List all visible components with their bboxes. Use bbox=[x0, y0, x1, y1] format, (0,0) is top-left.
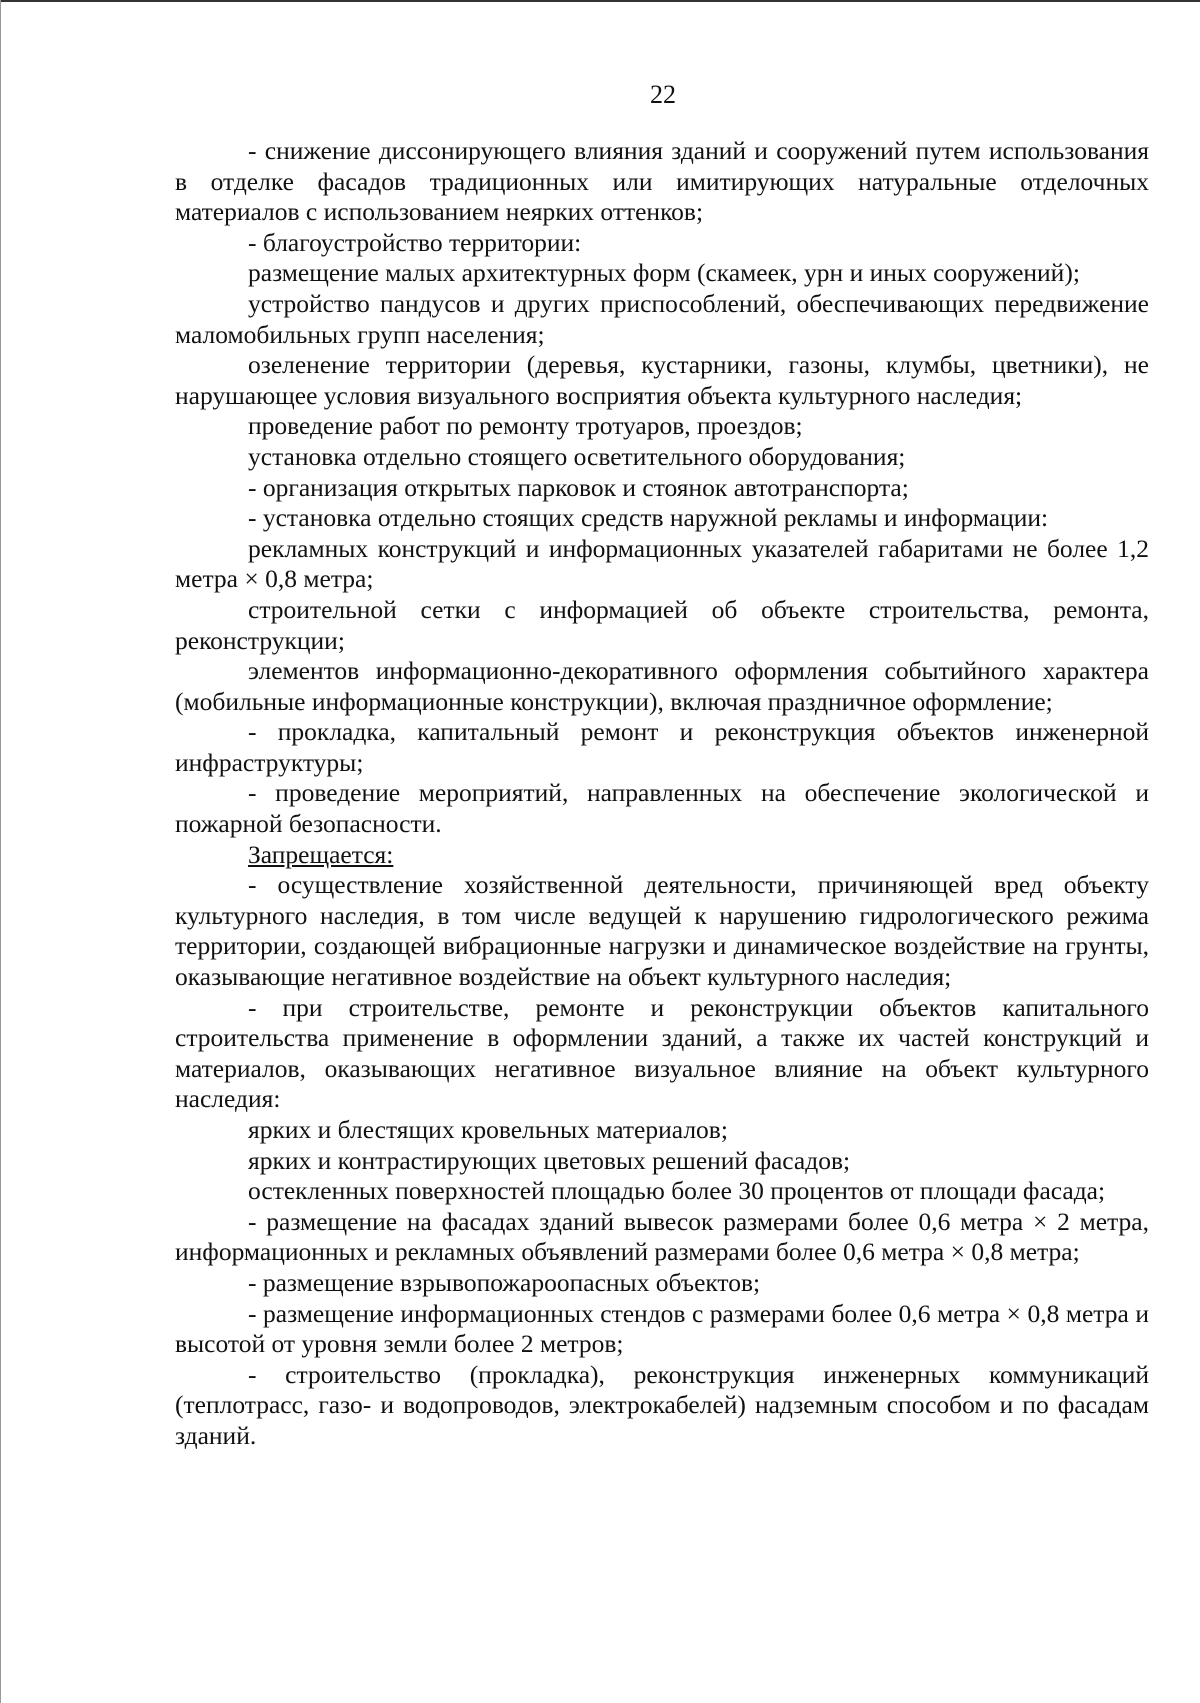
prohibited-heading-text: Запрещается: bbox=[248, 839, 394, 869]
paragraph-9: - установка отдельно стоящих средств наружной рекламы и информации: bbox=[248, 503, 1049, 533]
paragraph-7: установка отдельно стоящего осветительного оборудования; bbox=[248, 441, 906, 471]
paragraph-17: - при строительстве, ремонте и реконструкции объектов капитального строительства применение в оформлении зданий, а также их частей конструкций и материалов, оказывающих негативное визуальное влияние на объект культурного наследия: bbox=[175, 992, 1149, 1114]
prohibited-heading bbox=[175, 840, 1149, 871]
scan-edge-top bbox=[0, 0, 1200, 2]
paragraph-2: - благоустройство территории: bbox=[248, 227, 582, 257]
paragraph-13: - прокладка, капитальный ремонт и реконструкция объектов инженерной инфраструктуры; bbox=[175, 717, 1149, 777]
paragraph-19: ярких и контрастирующих цветовых решений фасадов; bbox=[248, 1145, 851, 1175]
paragraph-16: - осуществление хозяйственной деятельности, причиняющей вред объекту культурного наследия, в том числе ведущей к нарушению гидрологического режима территории, создающей вибрационные нагрузки и динамическое воздействие на грунты, оказывающие негативное воздействие на объект культурного наследия; bbox=[175, 870, 1149, 992]
paragraph-10: рекламных конструкций и информационных указателей габаритами не более 1,2 метра × 0,8 метра; bbox=[175, 533, 1149, 594]
paragraph-21: - размещение на фасадах зданий вывесок размерами более 0,6 метра × 2 метра, информационных и рекламных объявлений размерами более 0,6 метра × 0,8 метра; bbox=[175, 1206, 1149, 1267]
scan-edge-left bbox=[0, 0, 1, 1703]
paragraph-3: размещение малых архитектурных форм (скамеек, урн и иных сооружений); bbox=[248, 258, 1080, 288]
paragraph-18: ярких и блестящих кровельных материалов; bbox=[248, 1115, 728, 1144]
paragraph-11: строительной сетки с информацией об объекте строительства, ремонта, реконструкции; bbox=[175, 594, 1149, 655]
paragraph-14: - проведение мероприятий, направленных на обеспечение экологической и пожарной безопасности. bbox=[175, 778, 1149, 839]
paragraph-6: проведение работ по ремонту тротуаров, проездов; bbox=[248, 411, 803, 441]
paragraph-1: - снижение диссонирующего влияния зданий и сооружений путем использования в отделке фасадов традиционных или имитирующих натуральные отделочных материалов с использованием неярких оттенков; bbox=[175, 136, 1149, 227]
paragraph-4: устройство пандусов и других приспособлений, обеспечивающих передвижение маломобильных групп населения; bbox=[175, 288, 1149, 349]
paragraph-23: - размещение информационных стендов с размерами более 0,6 метра × 0,8 метра и высотой от уровня земли более 2 метров; bbox=[175, 1298, 1149, 1359]
paragraph-12: элементов информационно-декоративного оформления событийного характера (мобильные информационные конструкции), включая праздничное оформление; bbox=[175, 656, 1149, 716]
document-body bbox=[175, 136, 1149, 1452]
page-number: 22 bbox=[650, 80, 676, 109]
paragraph-8: - организация открытых парковок и стоянок автотранспорта; bbox=[248, 472, 909, 502]
paragraph-20: остекленных поверхностей площадью более 30 процентов от площади фасада; bbox=[248, 1176, 1106, 1206]
paragraph-22: - размещение взрывопожароопасных объектов; bbox=[248, 1267, 761, 1297]
paragraph-5: озеленение территории (деревья, кустарники, газоны, клумбы, цветники), не нарушающее условия визуального восприятия объекта культурного наследия; bbox=[175, 350, 1149, 410]
paragraph-24: - строительство (прокладка), реконструкция инженерных коммуникаций (теплотрасс, газо- и водопроводов, электрокабелей) надземным способом и по фасадам зданий. bbox=[175, 1359, 1149, 1450]
